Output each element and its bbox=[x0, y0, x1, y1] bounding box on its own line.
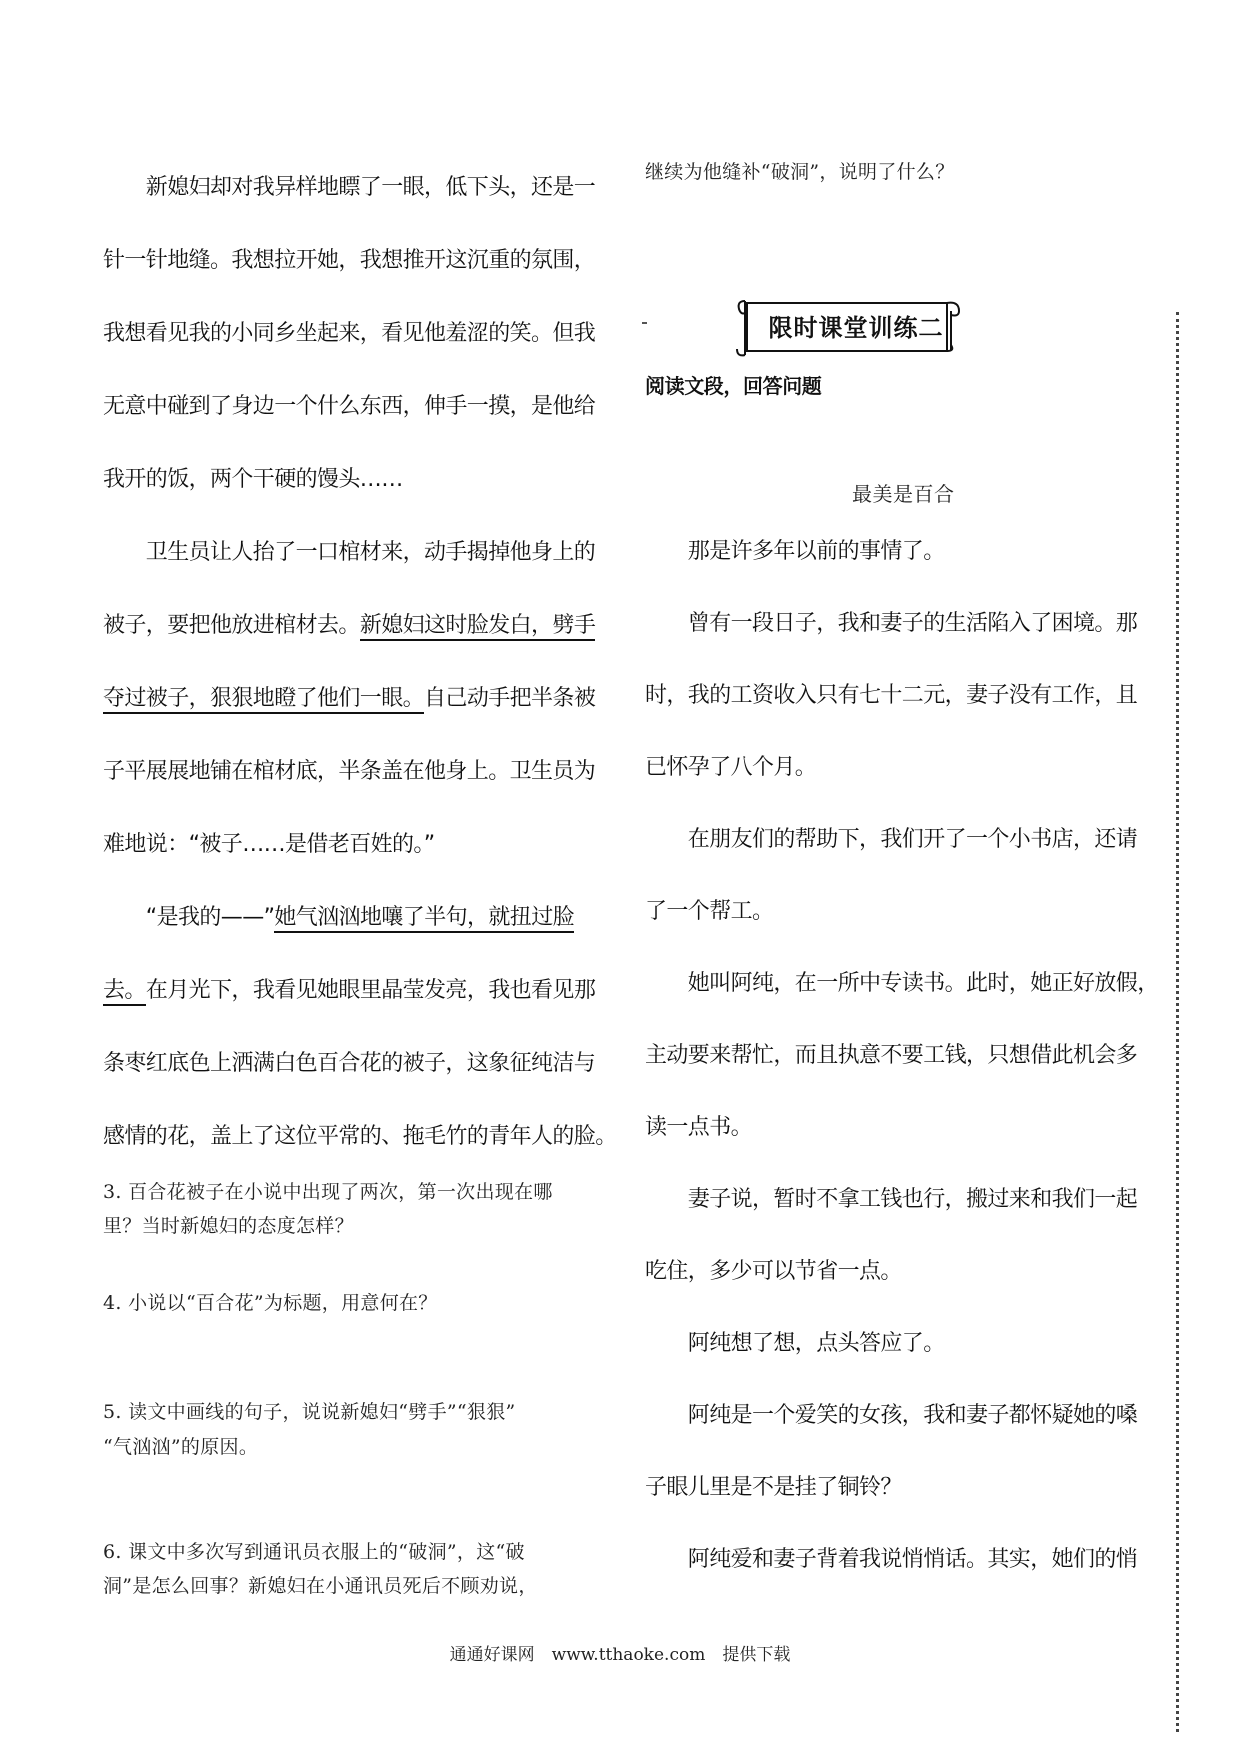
passage-line bbox=[103, 465, 403, 495]
passage-line bbox=[103, 684, 595, 714]
story-line: 阿纯爱和妻子背着我说悄悄话。其实，她们的悄 bbox=[645, 1547, 1138, 1572]
passage-text: 在月光下，我看见她眼里晶莹发亮，我也看见那 bbox=[145, 978, 596, 1003]
story-line: 她叫阿纯，在一所中专读书。此时，她正好放假， bbox=[645, 971, 1159, 996]
underlined-text: 她气汹汹地嚷了半句，就扭过脸 bbox=[274, 905, 574, 933]
story-line: 读一点书。 bbox=[645, 1115, 753, 1140]
passage-line bbox=[103, 538, 595, 568]
passage-text: 感情的花，盖上了这位平常的、拖毛竹的青年人的脸。 bbox=[103, 1124, 617, 1149]
margin-mark bbox=[642, 322, 647, 324]
passage-text: 卫生员让人抬了一口棺材来，动手揭掉他身上的 bbox=[103, 540, 596, 565]
underlined-text: 去。 bbox=[103, 978, 146, 1006]
passage-text: 被子，要把他放进棺材去。 bbox=[103, 613, 360, 638]
passage-text: 我想看见我的小同乡坐起来，看见他羞涩的笑。但我 bbox=[103, 321, 596, 346]
passage-text: 子平展展地铺在棺材底，半条盖在他身上。卫生员为 bbox=[103, 759, 596, 784]
story-line: 已怀孕了八个月。 bbox=[645, 755, 817, 780]
story-line: 曾有一段日子，我和妻子的生活陷入了困境。那 bbox=[645, 611, 1138, 636]
story-line: 了一个帮工。 bbox=[645, 899, 774, 924]
passage-text: 自己动手把半条被 bbox=[424, 686, 596, 711]
passage-text: 条枣红底色上洒满白色百合花的被子，这象征纯洁与 bbox=[103, 1051, 596, 1076]
question-6-line-2: 洞”是怎么回事？新媳妇在小通讯员死后不顾劝说， bbox=[103, 1575, 538, 1597]
underlined-text: 夺过被子，狠狠地瞪了他们一眼。 bbox=[103, 686, 424, 714]
question-6-continuation: 继续为他缝补“破洞”，说明了什么？ bbox=[645, 161, 955, 183]
passage-line bbox=[103, 173, 595, 203]
passage-line bbox=[103, 611, 595, 641]
story-line: 阿纯是一个爱笑的女孩，我和妻子都怀疑她的嗓 bbox=[645, 1403, 1138, 1428]
story-line: 妻子说，暂时不拿工钱也行，搬过来和我们一起 bbox=[645, 1187, 1138, 1212]
passage-line bbox=[103, 319, 595, 349]
question-3-line-1: 3. 百合花被子在小说中出现了两次，第一次出现在哪 bbox=[103, 1181, 553, 1203]
passage-line bbox=[103, 1049, 595, 1079]
story-line: 主动要来帮忙，而且执意不要工钱，只想借此机会多 bbox=[645, 1043, 1138, 1068]
passage-text: 针一针地缝。我想拉开她，我想推开这沉重的氛围， bbox=[103, 248, 596, 273]
question-5-line-2: “气汹汹”的原因。 bbox=[103, 1436, 259, 1458]
passage-text: 无意中碰到了身边一个什么东西，伸手一摸，是他给 bbox=[103, 394, 596, 419]
question-5-line-1: 5. 读文中画线的句子，说说新媳妇“劈手”“狠狠” bbox=[103, 1401, 516, 1423]
question-3-line-2: 里？当时新媳妇的态度怎样？ bbox=[103, 1215, 354, 1237]
story-line: 那是许多年以前的事情了。 bbox=[645, 539, 945, 564]
passage-line bbox=[103, 757, 595, 787]
section-title: 限时课堂训练二 bbox=[768, 313, 944, 342]
underlined-text: 新媳妇这时脸发白，劈手 bbox=[360, 613, 595, 641]
passage-line bbox=[103, 830, 435, 860]
passage-line bbox=[103, 1122, 617, 1152]
passage-text: 难地说：“被子……是借老百姓的。” bbox=[103, 832, 435, 857]
story-line: 时，我的工资收入只有七十二元，妻子没有工作，且 bbox=[645, 683, 1138, 708]
passage-line bbox=[103, 246, 595, 276]
story-line: 在朋友们的帮助下，我们开了一个小书店，还请 bbox=[645, 827, 1138, 852]
passage-line bbox=[103, 976, 595, 1006]
footer-source: 通通好课网 www.tthaoke.com 提供下载 bbox=[449, 1645, 791, 1665]
instruction-heading: 阅读文段，回答问题 bbox=[645, 374, 822, 398]
passage-line bbox=[103, 392, 595, 422]
passage-line bbox=[103, 903, 574, 933]
passage-text: 新媳妇却对我异样地瞟了一眼，低下头，还是一 bbox=[103, 175, 596, 200]
story-title: 最美是百合 bbox=[852, 482, 955, 506]
story-line: 阿纯想了想，点头答应了。 bbox=[645, 1331, 945, 1356]
story-line: 吃住，多少可以节省一点。 bbox=[645, 1259, 902, 1284]
question-4: 4. 小说以“百合花”为标题，用意何在？ bbox=[103, 1292, 438, 1314]
dotted-cut-line bbox=[1176, 312, 1179, 1732]
story-line: 子眼儿里是不是挂了铜铃？ bbox=[645, 1475, 902, 1500]
passage-text: 我开的饭，两个干硬的馒头…… bbox=[103, 467, 403, 492]
passage-text: “是我的——” bbox=[103, 905, 275, 930]
question-6-line-1: 6. 课文中多次写到通讯员衣服上的“破洞”，这“破 bbox=[103, 1541, 525, 1563]
